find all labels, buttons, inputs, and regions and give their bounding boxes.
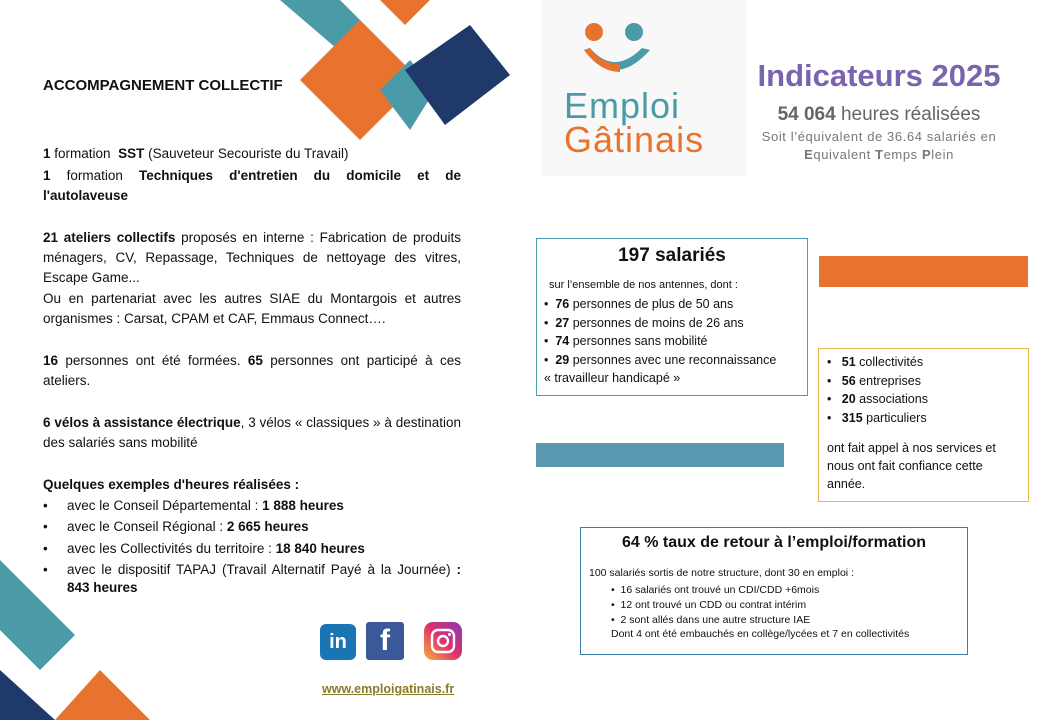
- bullet: •: [43, 562, 48, 577]
- equivalent-line1: Soit l’équivalent de 36.64 salariés en: [761, 129, 997, 144]
- list-item-continuation: « travailleur handicapé »: [544, 371, 681, 385]
- retour-intro: 100 salariés sortis de notre structure, dont 30 en emploi :: [589, 567, 854, 579]
- example-item: • avec les Collectivités du territoire : 18 840 heures: [43, 541, 365, 556]
- clients-list: [827, 353, 1023, 427]
- list-item: • 76 personnes de plus de 50 ans: [544, 297, 734, 311]
- list-item: • 29 personnes avec une reconnaissance: [544, 352, 777, 367]
- formation-sst: 1 formation SST (Sauveteur Secouriste du Travail): [43, 146, 349, 161]
- retour-footer: Dont 4 ont été embauchés en collège/lycées et 7 en collectivités: [611, 628, 910, 640]
- velos-text: 6 vélos à assistance électrique, 3 vélos « classiques » à destination des salariés sans mobilité: [43, 415, 461, 450]
- list-item: • 56 entreprises: [827, 373, 922, 388]
- bullet: •: [43, 541, 48, 556]
- list-item: • 2 sont allés dans une autre structure IAE: [611, 614, 811, 626]
- list-item: • 27 personnes de moins de 26 ans: [544, 315, 744, 330]
- example-item: • avec le Conseil Départemental : 1 888 heures: [43, 498, 344, 513]
- example-item: • avec le Conseil Régional : 2 665 heures: [43, 519, 309, 534]
- list-item: • 51 collectivités: [827, 355, 924, 369]
- section-title: ACCOMPAGNEMENT COLLECTIF: [43, 77, 283, 94]
- salaries-list: [544, 295, 806, 388]
- logo-line1: Emploi: [564, 85, 681, 126]
- retour-title: 64 % taux de retour à l’emploi/formation: [621, 534, 927, 551]
- salaries-subtitle: sur l’ensemble de nos antennes, dont :: [549, 279, 738, 291]
- logo-line2: Gâtinais: [564, 119, 705, 160]
- bullet: •: [43, 498, 48, 513]
- partenariat-text: Ou en partenariat avec les autres SIAE du Montargois et autres organismes : Carsat, CPAM et CAF, Emmaus Connect….: [43, 291, 461, 326]
- examples-title: Quelques exemples d'heures réalisées :: [43, 477, 300, 492]
- ateliers-collectifs: 21 ateliers collectifs proposés en interne : Fabrication de produits ménagers, CV, Repassage, Techniques de nettoyage des vitres, Escape Game...: [43, 230, 461, 285]
- list-item: • 315 particuliers: [827, 410, 927, 425]
- list-item: • 16 salariés ont trouvé un CDI/CDD +6mois: [611, 584, 820, 596]
- clients-footer: ont fait appel à nos services et nous ont fait confiance cette année.: [827, 441, 996, 491]
- equivalent-line2: Equivalent Temps Plein: [804, 147, 954, 162]
- indicators-title: Indicateurs 2025: [757, 58, 1001, 93]
- facebook-icon[interactable]: f: [366, 622, 404, 660]
- hours-realisees: 54 064 heures réalisées: [777, 104, 981, 125]
- clients-box: [818, 348, 1029, 502]
- list-item: • 74 personnes sans mobilité: [544, 334, 708, 348]
- example-item: • avec le dispositif TAPAJ (Travail Alternatif Payé à la Journée) : 843 heures: [43, 562, 461, 595]
- logo-panel: [542, 0, 746, 176]
- list-item: • 12 ont trouvé un CDD ou contrat intérim: [611, 599, 807, 611]
- orange-bar: [819, 256, 1028, 287]
- formation-entretien: 1 formation Techniques d'entretien du domicile et de l'autolaveuse: [43, 168, 461, 203]
- decor-shapes-top: [270, 0, 520, 140]
- retour-list: [611, 583, 819, 628]
- personnes-formees: 16 personnes ont été formées. 65 personnes ont participé à ces ateliers.: [43, 353, 461, 388]
- website-link[interactable]: www.emploigatinais.fr: [322, 682, 455, 696]
- salaries-box: [536, 238, 808, 396]
- list-item: • 20 associations: [827, 392, 928, 406]
- logo-people-icon: [580, 20, 660, 90]
- bullet: •: [43, 519, 48, 534]
- linkedin-icon[interactable]: in: [320, 624, 356, 660]
- retour-box: [580, 527, 968, 655]
- salaries-title: 197 salariés: [618, 245, 726, 266]
- blue-bar: [536, 443, 784, 467]
- instagram-icon[interactable]: [424, 622, 462, 660]
